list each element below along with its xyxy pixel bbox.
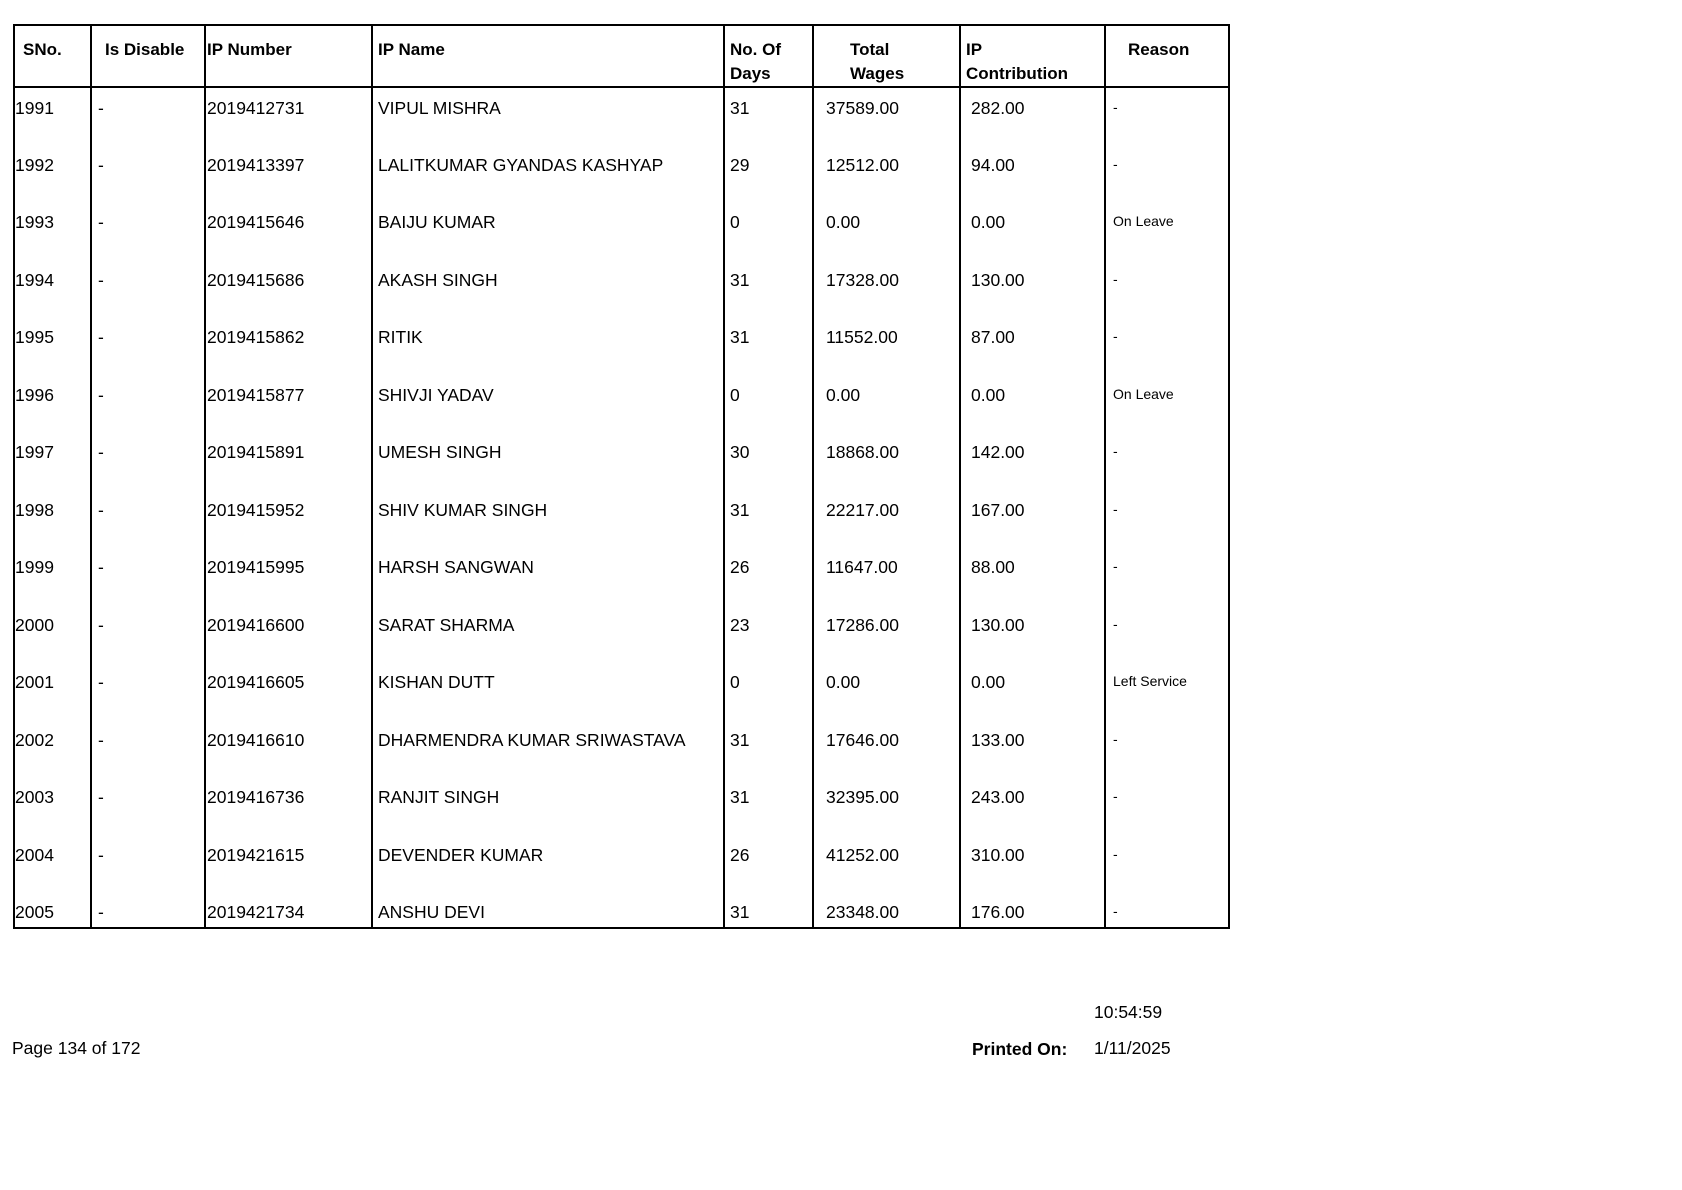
cell-sno: 1996 <box>14 375 91 433</box>
header-is-disable: Is Disable <box>91 25 205 87</box>
cell-ip-number: 2019421734 <box>205 892 372 928</box>
cell-ip-name: SHIV KUMAR SINGH <box>372 490 724 548</box>
cell-ip-name: DEVENDER KUMAR <box>372 835 724 893</box>
cell-is-disable: - <box>91 892 205 928</box>
cell-ip-contribution: 282.00 <box>960 87 1105 145</box>
cell-no-of-days: 31 <box>724 87 813 145</box>
cell-total-wages: 11552.00 <box>813 317 960 375</box>
cell-ip-number: 2019415891 <box>205 432 372 490</box>
header-wages-line1: Total <box>850 40 890 59</box>
cell-ip-contribution: 0.00 <box>960 202 1105 260</box>
cell-sno: 1999 <box>14 547 91 605</box>
cell-sno: 1991 <box>14 87 91 145</box>
cell-ip-contribution: 176.00 <box>960 892 1105 928</box>
cell-ip-name: KISHAN DUTT <box>372 662 724 720</box>
cell-reason: - <box>1105 260 1229 318</box>
cell-is-disable: - <box>91 662 205 720</box>
table-row <box>14 260 1229 318</box>
cell-ip-number: 2019415995 <box>205 547 372 605</box>
table-header-row <box>14 25 1229 87</box>
cell-ip-contribution: 133.00 <box>960 720 1105 778</box>
header-reason: Reason <box>1105 25 1229 87</box>
header-days-line2: Days <box>730 64 771 83</box>
table-row <box>14 375 1229 433</box>
cell-ip-contribution: 130.00 <box>960 605 1105 663</box>
header-total-wages <box>813 25 960 87</box>
cell-ip-contribution: 243.00 <box>960 777 1105 835</box>
cell-total-wages: 0.00 <box>813 375 960 433</box>
cell-reason: - <box>1105 835 1229 893</box>
cell-ip-name: BAIJU KUMAR <box>372 202 724 260</box>
cell-ip-name: RANJIT SINGH <box>372 777 724 835</box>
cell-reason: - <box>1105 777 1229 835</box>
cell-sno: 1994 <box>14 260 91 318</box>
cell-is-disable: - <box>91 720 205 778</box>
cell-ip-contribution: 0.00 <box>960 375 1105 433</box>
cell-ip-contribution: 130.00 <box>960 260 1105 318</box>
cell-is-disable: - <box>91 490 205 548</box>
print-time: 10:54:59 <box>1094 1002 1163 1022</box>
cell-ip-number: 2019416610 <box>205 720 372 778</box>
cell-reason: Left Service <box>1105 662 1229 720</box>
table-row <box>14 777 1229 835</box>
header-no-of-days <box>724 25 813 87</box>
cell-no-of-days: 0 <box>724 375 813 433</box>
cell-no-of-days: 31 <box>724 490 813 548</box>
cell-ip-contribution: 167.00 <box>960 490 1105 548</box>
header-contrib-line2: Contribution <box>966 64 1068 83</box>
cell-ip-name: UMESH SINGH <box>372 432 724 490</box>
cell-ip-contribution: 88.00 <box>960 547 1105 605</box>
cell-ip-name: RITIK <box>372 317 724 375</box>
cell-total-wages: 32395.00 <box>813 777 960 835</box>
header-ip-contribution <box>960 25 1105 87</box>
cell-ip-contribution: 142.00 <box>960 432 1105 490</box>
table-row <box>14 662 1229 720</box>
cell-sno: 2000 <box>14 605 91 663</box>
cell-ip-number: 2019415862 <box>205 317 372 375</box>
cell-total-wages: 12512.00 <box>813 145 960 203</box>
table-row <box>14 892 1229 928</box>
cell-ip-number: 2019421615 <box>205 835 372 893</box>
cell-reason: - <box>1105 605 1229 663</box>
header-wages-line2: Wages <box>850 64 905 83</box>
cell-ip-number: 2019415686 <box>205 260 372 318</box>
cell-is-disable: - <box>91 260 205 318</box>
cell-total-wages: 0.00 <box>813 662 960 720</box>
cell-sno: 1997 <box>14 432 91 490</box>
cell-total-wages: 17646.00 <box>813 720 960 778</box>
cell-ip-name: AKASH SINGH <box>372 260 724 318</box>
cell-ip-name: LALITKUMAR GYANDAS KASHYAP <box>372 145 724 203</box>
cell-no-of-days: 26 <box>724 835 813 893</box>
cell-is-disable: - <box>91 835 205 893</box>
header-days-line1: No. Of <box>730 40 781 59</box>
header-ip-number: IP Number <box>205 25 372 87</box>
cell-sno: 2003 <box>14 777 91 835</box>
table-row <box>14 87 1229 145</box>
cell-reason: - <box>1105 547 1229 605</box>
cell-sno: 1998 <box>14 490 91 548</box>
cell-is-disable: - <box>91 605 205 663</box>
cell-reason: - <box>1105 892 1229 928</box>
cell-ip-name: SHIVJI YADAV <box>372 375 724 433</box>
print-date: 1/11/2025 <box>1094 1038 1171 1058</box>
cell-sno: 2001 <box>14 662 91 720</box>
cell-no-of-days: 31 <box>724 777 813 835</box>
table-row <box>14 835 1229 893</box>
cell-total-wages: 18868.00 <box>813 432 960 490</box>
cell-is-disable: - <box>91 547 205 605</box>
cell-reason: - <box>1105 317 1229 375</box>
cell-total-wages: 17286.00 <box>813 605 960 663</box>
cell-no-of-days: 30 <box>724 432 813 490</box>
cell-reason: - <box>1105 720 1229 778</box>
header-ip-name: IP Name <box>372 25 724 87</box>
table-row <box>14 145 1229 203</box>
cell-no-of-days: 0 <box>724 662 813 720</box>
table-row <box>14 490 1229 548</box>
cell-no-of-days: 26 <box>724 547 813 605</box>
table-row <box>14 547 1229 605</box>
printed-on-label: Printed On: <box>972 1039 1068 1059</box>
table-row <box>14 317 1229 375</box>
cell-sno: 1993 <box>14 202 91 260</box>
cell-no-of-days: 31 <box>724 720 813 778</box>
cell-no-of-days: 31 <box>724 317 813 375</box>
cell-no-of-days: 29 <box>724 145 813 203</box>
cell-reason: On Leave <box>1105 375 1229 433</box>
cell-ip-number: 2019415952 <box>205 490 372 548</box>
cell-total-wages: 17328.00 <box>813 260 960 318</box>
cell-total-wages: 23348.00 <box>813 892 960 928</box>
cell-ip-name: VIPUL MISHRA <box>372 87 724 145</box>
cell-sno: 1992 <box>14 145 91 203</box>
cell-total-wages: 22217.00 <box>813 490 960 548</box>
table-row <box>14 202 1229 260</box>
cell-is-disable: - <box>91 87 205 145</box>
cell-ip-contribution: 310.00 <box>960 835 1105 893</box>
header-contrib-line1: IP <box>966 40 983 59</box>
cell-is-disable: - <box>91 202 205 260</box>
cell-ip-contribution: 0.00 <box>960 662 1105 720</box>
contribution-table <box>13 24 1230 929</box>
cell-reason: - <box>1105 87 1229 145</box>
cell-total-wages: 11647.00 <box>813 547 960 605</box>
cell-ip-number: 2019413397 <box>205 145 372 203</box>
table-row <box>14 432 1229 490</box>
cell-ip-contribution: 94.00 <box>960 145 1105 203</box>
table-body <box>14 87 1229 928</box>
cell-no-of-days: 31 <box>724 892 813 928</box>
cell-reason: - <box>1105 145 1229 203</box>
cell-ip-number: 2019416736 <box>205 777 372 835</box>
cell-is-disable: - <box>91 375 205 433</box>
cell-sno: 1995 <box>14 317 91 375</box>
cell-reason: - <box>1105 490 1229 548</box>
cell-ip-name: SARAT SHARMA <box>372 605 724 663</box>
cell-ip-name: ANSHU DEVI <box>372 892 724 928</box>
cell-sno: 2004 <box>14 835 91 893</box>
cell-ip-number: 2019415877 <box>205 375 372 433</box>
cell-sno: 2005 <box>14 892 91 928</box>
cell-no-of-days: 31 <box>724 260 813 318</box>
cell-ip-number: 2019415646 <box>205 202 372 260</box>
cell-ip-contribution: 87.00 <box>960 317 1105 375</box>
cell-no-of-days: 23 <box>724 605 813 663</box>
cell-is-disable: - <box>91 777 205 835</box>
cell-ip-name: DHARMENDRA KUMAR SRIWASTAVA <box>372 720 724 778</box>
cell-total-wages: 0.00 <box>813 202 960 260</box>
cell-ip-number: 2019412731 <box>205 87 372 145</box>
cell-is-disable: - <box>91 317 205 375</box>
page-number: Page 134 of 172 <box>12 1038 141 1058</box>
cell-ip-number: 2019416600 <box>205 605 372 663</box>
cell-ip-number: 2019416605 <box>205 662 372 720</box>
table-row <box>14 720 1229 778</box>
cell-total-wages: 41252.00 <box>813 835 960 893</box>
cell-no-of-days: 0 <box>724 202 813 260</box>
cell-is-disable: - <box>91 432 205 490</box>
cell-reason: - <box>1105 432 1229 490</box>
cell-is-disable: - <box>91 145 205 203</box>
cell-ip-name: HARSH SANGWAN <box>372 547 724 605</box>
cell-sno: 2002 <box>14 720 91 778</box>
cell-reason: On Leave <box>1105 202 1229 260</box>
cell-total-wages: 37589.00 <box>813 87 960 145</box>
header-sno: SNo. <box>14 25 91 87</box>
table-row <box>14 605 1229 663</box>
